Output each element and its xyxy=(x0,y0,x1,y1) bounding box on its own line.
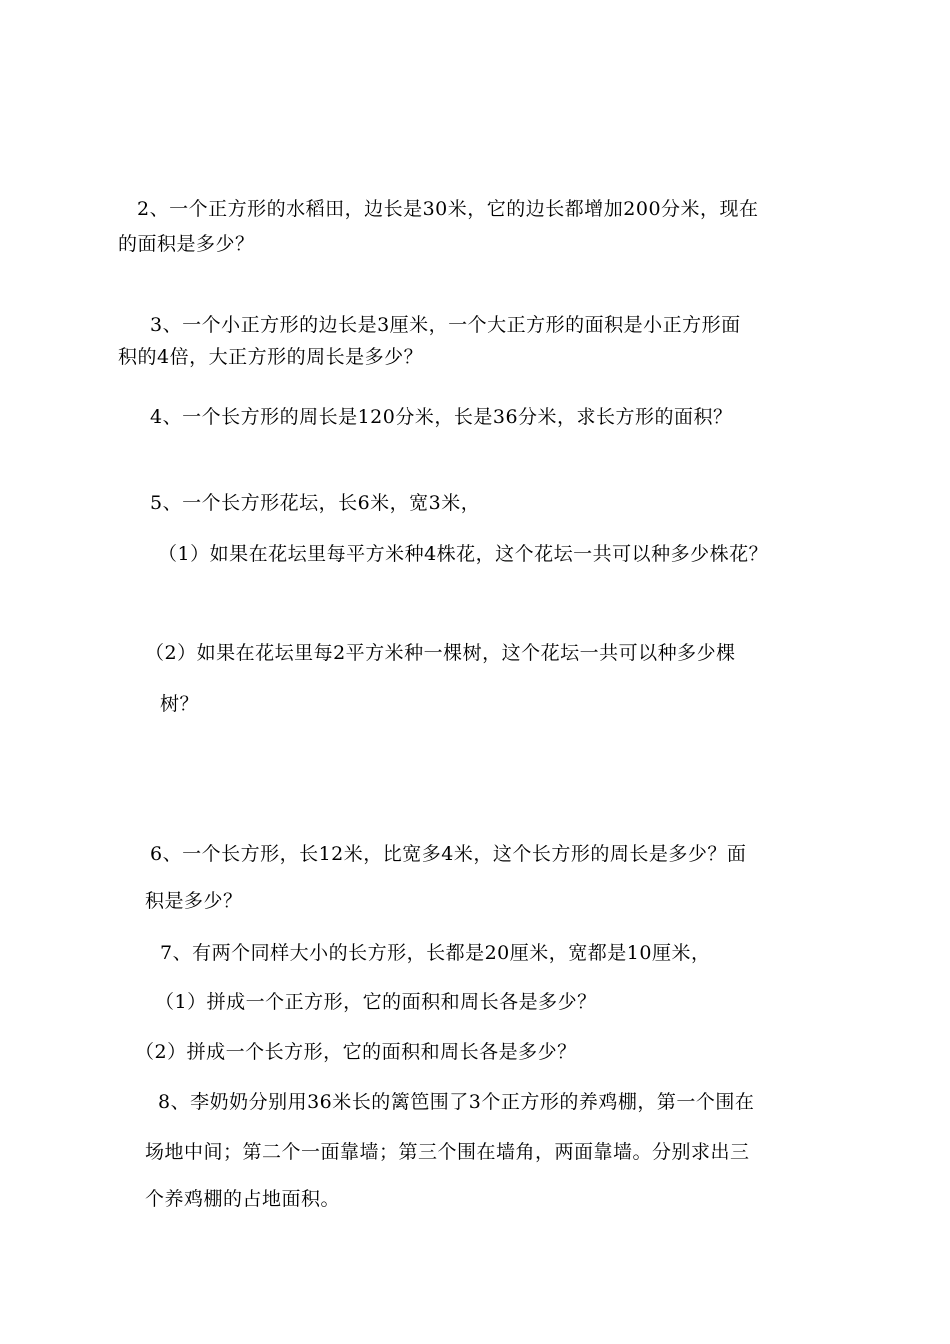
problem-7-line-1: 7、有两个同样大小的长方形，长都是20厘米，宽都是10厘米， xyxy=(160,942,711,964)
problem-3-line-2: 积的4倍，大正方形的周长是多少？ xyxy=(118,346,424,368)
problem-3-line-1: 3、一个小正方形的边长是3厘米，一个大正方形的面积是小正方形面 xyxy=(150,314,741,336)
problem-6-line-2: 积是多少？ xyxy=(145,890,243,912)
problem-8-line-3: 个养鸡棚的占地面积。 xyxy=(145,1188,341,1210)
problem-2-line-1: 2、一个正方形的水稻田，边长是30米，它的边长都增加200分米，现在 xyxy=(137,198,759,220)
problem-7-sub-2: （2）拼成一个长方形，它的面积和周长各是多少？ xyxy=(135,1041,577,1063)
problem-5-sub-2: （2）如果在花坛里每2平方米种一棵树，这个花坛一共可以种多少棵 xyxy=(145,642,736,664)
problem-6-line-1: 6、一个长方形，长12米，比宽多4米，这个长方形的周长是多少？面 xyxy=(150,843,747,865)
problem-8-line-1: 8、李奶奶分别用36米长的篱笆围了3个正方形的养鸡棚，第一个围在 xyxy=(158,1091,755,1113)
problem-4-line-1: 4、一个长方形的周长是120分米，长是36分米，求长方形的面积？ xyxy=(150,406,733,428)
problem-5-sub-2-cont: 树？ xyxy=(160,693,200,715)
problem-5-sub-1: （1）如果在花坛里每平方米种4株花，这个花坛一共可以种多少株花？ xyxy=(158,543,769,565)
problem-7-sub-1: （1）拼成一个正方形，它的面积和周长各是多少？ xyxy=(155,991,597,1013)
problem-5-line-1: 5、一个长方形花坛，长6米，宽3米， xyxy=(150,492,481,514)
problem-2-line-2: 的面积是多少？ xyxy=(118,233,255,255)
problem-8-line-2: 场地中间；第二个一面靠墙；第三个围在墙角，两面靠墙。分别求出三 xyxy=(145,1141,750,1163)
